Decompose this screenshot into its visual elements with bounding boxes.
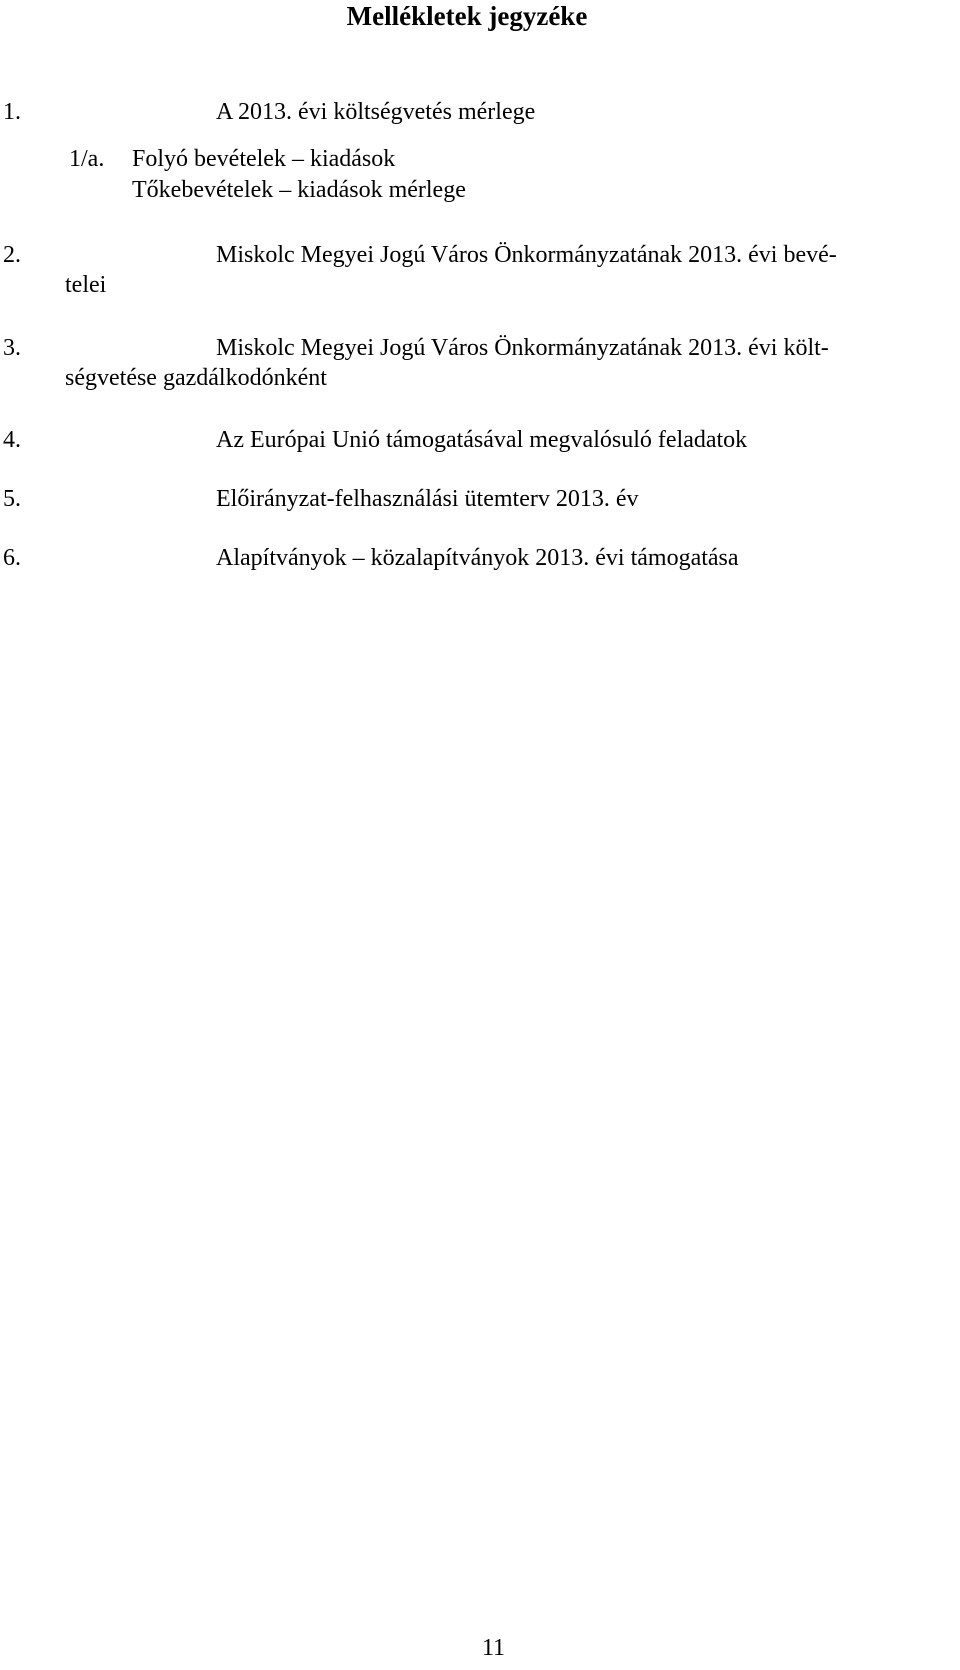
item-text: A 2013. évi költségvetés mérlege	[216, 99, 536, 125]
page-number: 11	[481, 1635, 506, 1661]
page-title: Mellékletek jegyzéke	[346, 1, 588, 31]
item-number: 4.	[3, 427, 21, 453]
item-text: Előirányzat-felhasználási ütemterv 2013. év	[216, 486, 639, 512]
item-number: 3.	[3, 335, 21, 361]
item-text: Az Európai Unió támogatásával megvalósuló feladatok	[216, 427, 748, 453]
item-number: 1/a.	[69, 146, 105, 172]
item-text: Miskolc Megyei Jogú Város Önkormányzatának 2013. évi bevé-	[216, 242, 837, 268]
item-text-continuation: Tőkebevételek – kiadások mérlege	[132, 177, 466, 203]
item-text: Alapítványok – közalapítványok 2013. évi támogatása	[216, 545, 739, 571]
item-number: 6.	[3, 545, 21, 571]
item-text: Miskolc Megyei Jogú Város Önkormányzatának 2013. évi költ-	[216, 335, 829, 361]
item-text: Folyó bevételek – kiadások	[132, 146, 396, 172]
item-text-continuation: ségvetése gazdálkodónként	[65, 365, 327, 391]
item-number: 1.	[3, 99, 21, 125]
item-text-continuation: telei	[65, 272, 107, 298]
item-number: 5.	[3, 486, 21, 512]
item-number: 2.	[3, 242, 21, 268]
